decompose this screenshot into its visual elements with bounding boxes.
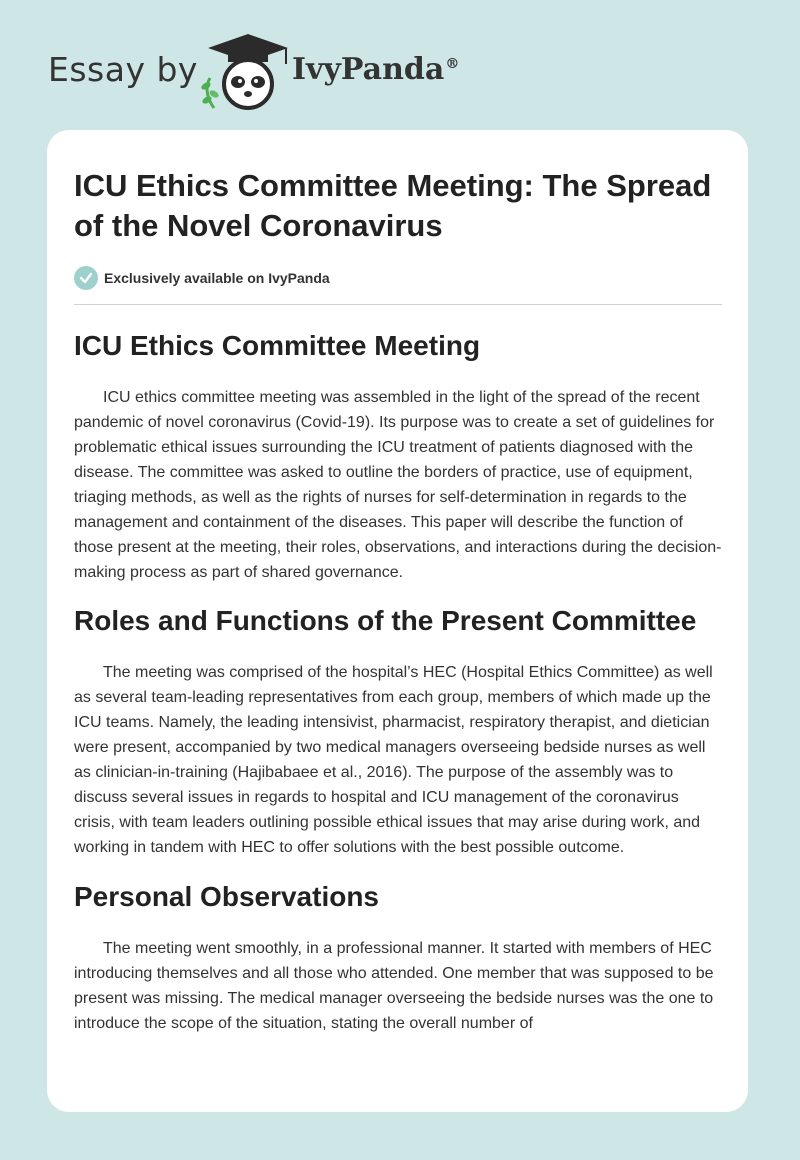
exclusive-badge: [74, 266, 722, 290]
registered-mark: ®: [445, 56, 460, 72]
divider: [74, 304, 722, 305]
check-circle-icon: [74, 266, 98, 290]
ivypanda-brand[interactable]: IvyPanda®: [292, 52, 460, 87]
section-heading: ICU Ethics Committee Meeting: [74, 330, 481, 361]
section-heading: Roles and Functions of the Present Committee: [74, 605, 697, 636]
section-heading: Personal Observations: [74, 881, 380, 912]
essay-card: [47, 130, 748, 1112]
section-paragraph: ICU ethics committee meeting was assembled in the light of the spread of the recent pandemic of novel coronavirus (Covid-19). Its purpose was to create a set of guidelines for problematic ethical issues surrounding the ICU treatment of patients diagnosed with the disease. The committee was asked to outline the borders of practice, use of equipment, triaging methods, as well as the rights of nurses for self-determination in regards to the management and containment of the diseases. This paper will describe the function of those present at the meeting, their roles, observations, and interactions during the decision-making process as part of shared governance.: [74, 389, 722, 581]
site-header: [0, 0, 800, 120]
section-paragraph: The meeting went smoothly, in a professional manner. It started with members of HEC introducing themselves and all those who attended. One member that was supposed to be present was missing. The medical manager overseeing the bedside nurses was the one to introduce the scope of the situation, stating the overall number of: [74, 940, 714, 1032]
panda-graduate-logo-icon[interactable]: [198, 30, 290, 112]
essay-by-label: Essay by: [48, 50, 198, 89]
page-title: ICU Ethics Committee Meeting: The Spread of the Novel Coronavirus: [74, 168, 712, 243]
section-paragraph: The meeting was comprised of the hospital’s HEC (Hospital Ethics Committee) as well as several team-leading representatives from each group, members of which made up the ICU teams. Namely, the leading intensivist, pharmacist, respiratory therapist, and dietician were present, accompanied by two medical managers overseeing bedside nurses as well as clinician-in-training (Hajibabaee et al., 2016). The purpose of the assembly was to discuss several issues in regards to hospital and ICU management of the coronavirus crisis, with team leaders outlining possible ethical issues that may arise during work, and working in tandem with HEC to offer solutions with the best possible outcome.: [74, 664, 713, 856]
exclusive-badge-label: Exclusively available on IvyPanda: [104, 270, 330, 286]
